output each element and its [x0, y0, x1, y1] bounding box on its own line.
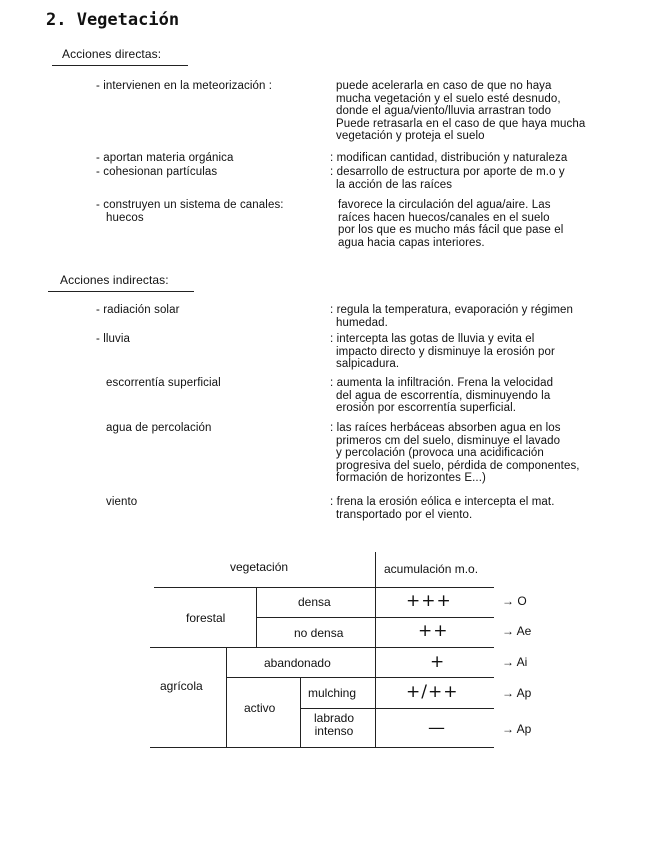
direct-label-4: - construyen un sistema de canales: huecos [96, 199, 284, 224]
direct-desc-2: : modifican cantidad, distribución y naturaleza [330, 152, 568, 164]
table-label-agricola: agrícola [160, 679, 203, 693]
indirect-label-2: - lluvia [96, 333, 131, 345]
indirect-label-3: escorrentía superficial [106, 377, 221, 389]
table-value-labrado: — [428, 718, 446, 738]
indirect-actions-heading: Acciones indirectas: [60, 273, 169, 287]
table-vline-activo [300, 677, 301, 748]
direct-actions-heading: Acciones directas: [62, 47, 162, 61]
indirect-desc-1: : regula la temperatura, evaporación y régimen humedad. [330, 304, 574, 329]
table-label-labrado-intenso: labrado intenso [313, 711, 355, 738]
direct-desc-4: favorece la circulación del agua/aire. Las raíces hacen huecos/canales en el suelo por los que es mucho más fácil que pase el agua hacia capas interiores. [338, 199, 564, 249]
table-hline-6 [150, 747, 494, 748]
table-result-5: → Ap [502, 722, 532, 736]
table-result-1: → O [502, 594, 527, 608]
table-label-activo: activo [244, 701, 276, 715]
indirect-heading-underline [48, 291, 194, 292]
table-value-no-densa: ++ [418, 621, 449, 641]
table-value-densa: +++ [406, 591, 452, 611]
table-hline-1 [154, 587, 494, 588]
table-label-mulching: mulching [308, 686, 357, 700]
table-label-no-densa: no densa [294, 626, 344, 640]
indirect-label-5: viento [106, 496, 138, 508]
indirect-desc-2: : intercepta las gotas de lluvia y evita el impacto directo y disminuye la erosión por salpicadura. [330, 333, 555, 370]
table-label-abandonado: abandonado [264, 656, 331, 670]
direct-heading-underline [52, 65, 188, 66]
indirect-desc-3: : aumenta la infiltración. Frena la velocidad del agua de escorrentía, disminuyendo la erosión por escorrentía superficial. [330, 377, 554, 414]
table-vline-main [375, 552, 376, 748]
table-header-vegetacion: vegetación [230, 560, 289, 574]
table-header-acumulacion: acumulación m.o. [384, 562, 479, 576]
table-hline-4 [226, 677, 494, 678]
direct-desc-1: puede acelerarla en caso de que no haya mucha vegetación y el suelo esté desnudo, donde el agua/viento/lluvia arrastran todo Puede retrasarla en el caso de que haya mucha vegetación y proteja el suelo [336, 80, 586, 142]
indirect-label-4: agua de percolación [106, 422, 212, 434]
table-result-4: → Ap [502, 686, 532, 700]
table-vline-agricola [226, 647, 227, 748]
table-label-densa: densa [298, 595, 331, 609]
table-value-abandonado: + [430, 652, 446, 672]
table-hline-5 [300, 708, 494, 709]
direct-label-2: - aportan materia orgánica [96, 152, 234, 164]
table-hline-3 [150, 647, 494, 648]
direct-label-3: - cohesionan partículas [96, 166, 218, 178]
table-hline-2 [256, 617, 494, 618]
page-title: 2. Vegetación [46, 10, 180, 30]
table-result-2: → Ae [502, 624, 532, 638]
indirect-desc-5: : frena la erosión eólica e intercepta el mat. transportado por el viento. [330, 496, 555, 521]
table-label-forestal: forestal [186, 611, 226, 625]
indirect-desc-4: : las raíces herbáceas absorben agua en los primeros cm del suelo, disminuye el lavado y percolación (provoca una acidificación progresiva del suelo, pérdida de componentes, formación de horizontes E...) [330, 422, 580, 484]
indirect-label-1: - radiación solar [96, 304, 180, 316]
table-value-mulching: +/++ [406, 682, 459, 702]
direct-label-1: - intervienen en la meteorización : [96, 80, 273, 92]
table-result-3: → Ai [502, 655, 528, 669]
direct-desc-3: : desarrollo de estructura por aporte de m.o y la acción de las raíces [330, 166, 565, 191]
